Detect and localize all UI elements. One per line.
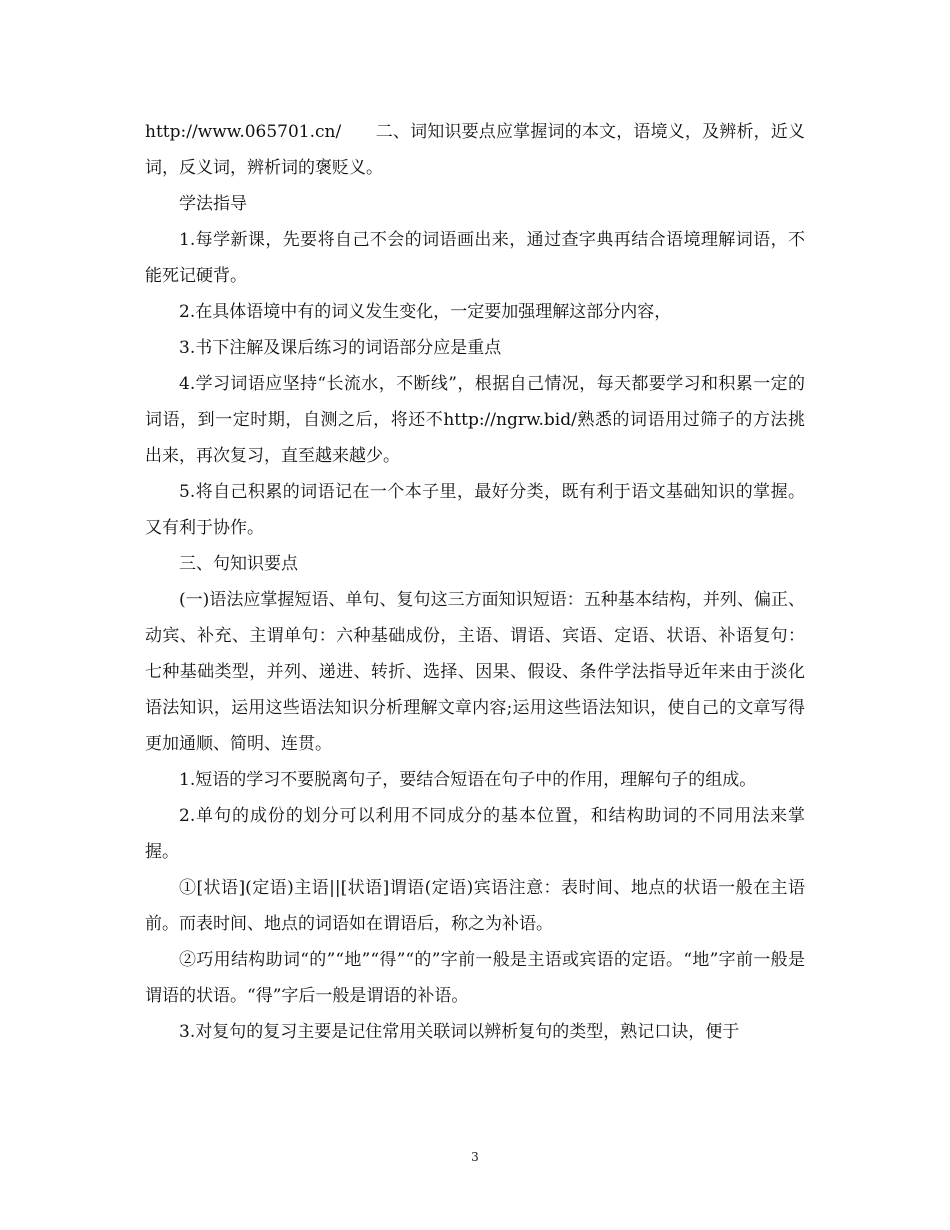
paragraph-5: 3.书下注解及课后练习的词语部分应是重点 [179,338,502,358]
page-number: 3 [471,1150,479,1164]
paragraph-9: (一)语法应掌握短语、单句、复句这三方面知识短语：五种基本结构，并列、偏正、动宾、补充、主谓单句：六种基础成份，主语、谓语、宾语、定语、状语、补语复句：七种基础类型，并列、递进、转折、选择、因果、假设、条件学法指导近年来由于淡化语法知识，运用这些语法知识分析理解文章内容;运用这些语法知识，使自己的文章写得更加通顺、简明、连贯。 [145,590,805,754]
paragraph-11: 2.单句的成份的划分可以利用不同成分的基本位置，和结构助词的不同用法来掌握。 [145,806,805,862]
paragraph-6: 4.学习词语应坚持“长流水，不断线”，根据自己情况，每天都要学习和积累一定的词语，到一定时期，自测之后，将还不http://ngrw.bid/熟悉的词语用过筛子的方法挑出来，再次复习，直至越来越少。 [145,374,805,466]
section-heading-study-guide: 学法指导 [179,194,247,214]
section-heading-sentence: 三、句知识要点 [179,554,298,574]
document-body [145,114,805,1050]
paragraph-13: ②巧用结构助词“的”“地”“得”“的”字前一般是主语或宾语的定语。“地”字前一般是谓语的状语。“得”字后一般是谓语的补语。 [145,950,805,1006]
paragraph-7: 5.将自己积累的词语记在一个本子里，最好分类，既有利于语文基础知识的掌握。又有利于协作。 [145,482,805,538]
paragraph-14: 3.对复句的复习主要是记住常用关联词以辨析复句的类型，熟记口诀，便于 [179,1022,740,1042]
paragraph-12: ①[状语](定语)主语||[状语]谓语(定语)宾语注意：表时间、地点的状语一般在主语前。而表时间、地点的词语如在谓语后，称之为补语。 [145,878,805,934]
paragraph-1: http://www.065701.cn/ 二、词知识要点应掌握词的本文，语境义，及辨析，近义词，反义词，辨析词的褒贬义。 [145,122,805,178]
paragraph-4: 2.在具体语境中有的词义发生变化，一定要加强理解这部分内容， [179,302,672,322]
paragraph-10: 1.短语的学习不要脱离句子，要结合短语在句子中的作用，理解句子的组成。 [179,770,757,790]
paragraph-3: 1.每学新课，先要将自己不会的词语画出来，通过查字典再结合语境理解词语，不能死记硬背。 [145,230,805,286]
